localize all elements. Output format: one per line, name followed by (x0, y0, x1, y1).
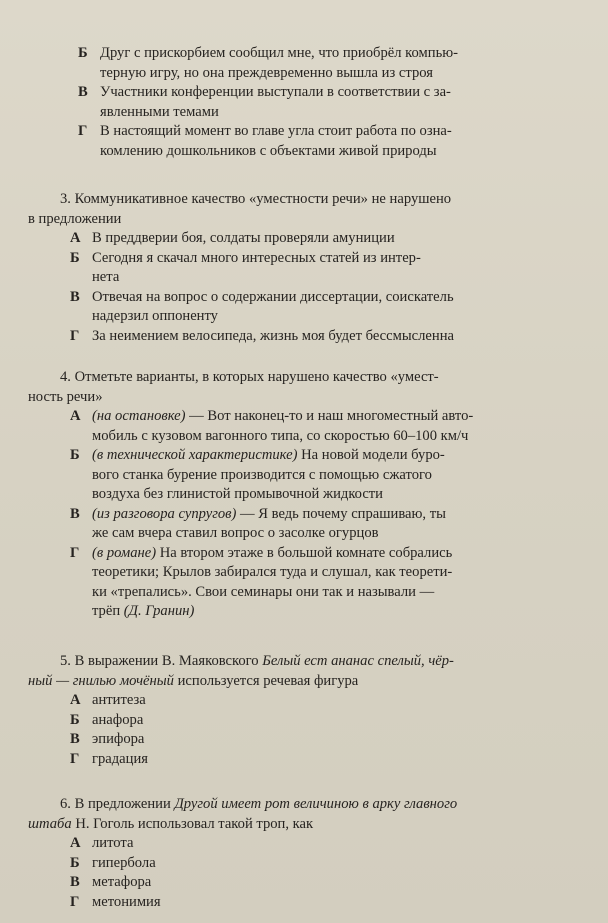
option-v (28, 873, 572, 893)
option-letter: А (70, 835, 81, 851)
option-text: градация (92, 750, 148, 767)
option-text: (из разговора супругов) — Я ведь почему спрашиваю, ты же сам вчера ставил вопрос о засолке огурцов (92, 505, 446, 541)
option-g (28, 122, 572, 161)
option-letter: В (70, 505, 80, 522)
option-v (28, 83, 572, 122)
option-letter: В (70, 874, 80, 890)
option-letter: Г (70, 750, 80, 767)
option-b (28, 44, 572, 83)
context-note: (в романе) (92, 544, 157, 561)
option-text: метонимия (92, 893, 161, 910)
option-letter: Г (78, 123, 88, 139)
option-text: метафора (92, 874, 152, 890)
option-g (28, 544, 572, 622)
option-letter: Б (70, 249, 80, 266)
option-text: литота (92, 835, 134, 851)
option-letter: Г (70, 893, 80, 910)
option-g (28, 750, 572, 770)
option-a (28, 834, 572, 854)
context-note: (в технической характеристике) (92, 447, 298, 463)
question-3 (28, 190, 572, 346)
quote: штаба (28, 815, 72, 832)
option-v (28, 288, 572, 327)
option-text: Отвечая на вопрос о содержании диссертации, соискатель надерзил оппоненту (92, 288, 454, 324)
option-text: эпифора (92, 731, 145, 747)
option-g (28, 893, 572, 913)
question-5 (28, 652, 572, 769)
context-note: (на остановке) (92, 408, 186, 424)
option-letter: В (78, 84, 88, 100)
option-text: антитеза (92, 692, 146, 708)
option-letter: Г (70, 544, 80, 561)
option-text: (в романе) На втором этаже в большой комнате собрались теоретики; Крылов забирался туда и слушал, как теорети- ки «трепались». Свои семинары они так и называли — трёп (Д. Гранин) (92, 544, 453, 619)
context-note: (из разговора супругов) (92, 505, 237, 522)
option-text: Сегодня я скачал много интересных статей из интер- нета (92, 249, 421, 285)
question-text: 5. В выражении В. Маяковского Белый ест ананас спелый, чёр- ный — гнилью мочёный используется речевая фигура (28, 653, 454, 689)
question-4 (28, 368, 572, 622)
question-2-options (28, 44, 572, 161)
option-text: В настоящий момент во главе угла стоит работа по озна- комлению дошкольников с объектами живой природы (100, 123, 452, 159)
option-a (28, 691, 572, 711)
option-g (28, 327, 572, 347)
option-v (28, 730, 572, 750)
option-letter: В (70, 731, 80, 747)
quote: ный — гнилью мочёный (28, 672, 174, 689)
option-text: В преддверии боя, солдаты проверяли амуниции (92, 230, 395, 246)
option-a (28, 407, 572, 446)
option-letter: Б (70, 711, 80, 728)
option-text: (на остановке) — Вот наконец-то и наш многоместный авто- мобиль с кузовом вагонного типа, со скоростью 60–100 км/ч (92, 408, 474, 444)
option-text: (в технической характеристике) На новой модели буро- вого станка бурение производится с помощью сжатого воздуха без глинистой промывочной жидкости (92, 447, 445, 502)
option-text: Участники конференции выступали в соответствии с за- явленными темами (100, 84, 451, 120)
option-letter: В (70, 288, 80, 305)
option-b (28, 446, 572, 505)
option-b (28, 854, 572, 874)
question-text: 3. Коммуникативное качество «уместности речи» не нарушено в предложении (28, 191, 452, 227)
source-citation: (Д. Гранин) (123, 603, 195, 619)
option-letter: Г (70, 327, 80, 344)
option-letter: Б (70, 854, 80, 871)
question-6 (28, 795, 572, 912)
option-text: Друг с прискорбием сообщил мне, что приобрёл компью- терную игру, но она преждевременно вышла из строя (100, 45, 458, 81)
option-letter: А (70, 408, 81, 424)
quote: Белый ест ананас спелый, чёр- (262, 653, 454, 669)
question-text: 4. Отметьте варианты, в которых нарушено качество «умест- ность речи» (28, 369, 439, 405)
option-letter: Б (78, 45, 88, 61)
question-text: 6. В предложении Другой имеет рот величиною в арку главного штаба Н. Гоголь использовал такой троп, как (28, 796, 458, 832)
option-letter: А (70, 230, 81, 246)
option-text: анафора (92, 711, 144, 728)
option-b (28, 249, 572, 288)
option-b (28, 711, 572, 731)
option-a (28, 229, 572, 249)
option-letter: Б (70, 447, 80, 463)
quote: Другой имеет рот величиною в арку главного (174, 796, 458, 812)
option-text: гипербола (92, 854, 156, 871)
option-letter: А (70, 692, 81, 708)
option-v (28, 505, 572, 544)
option-text: За неимением велосипеда, жизнь моя будет бессмысленна (92, 327, 454, 344)
